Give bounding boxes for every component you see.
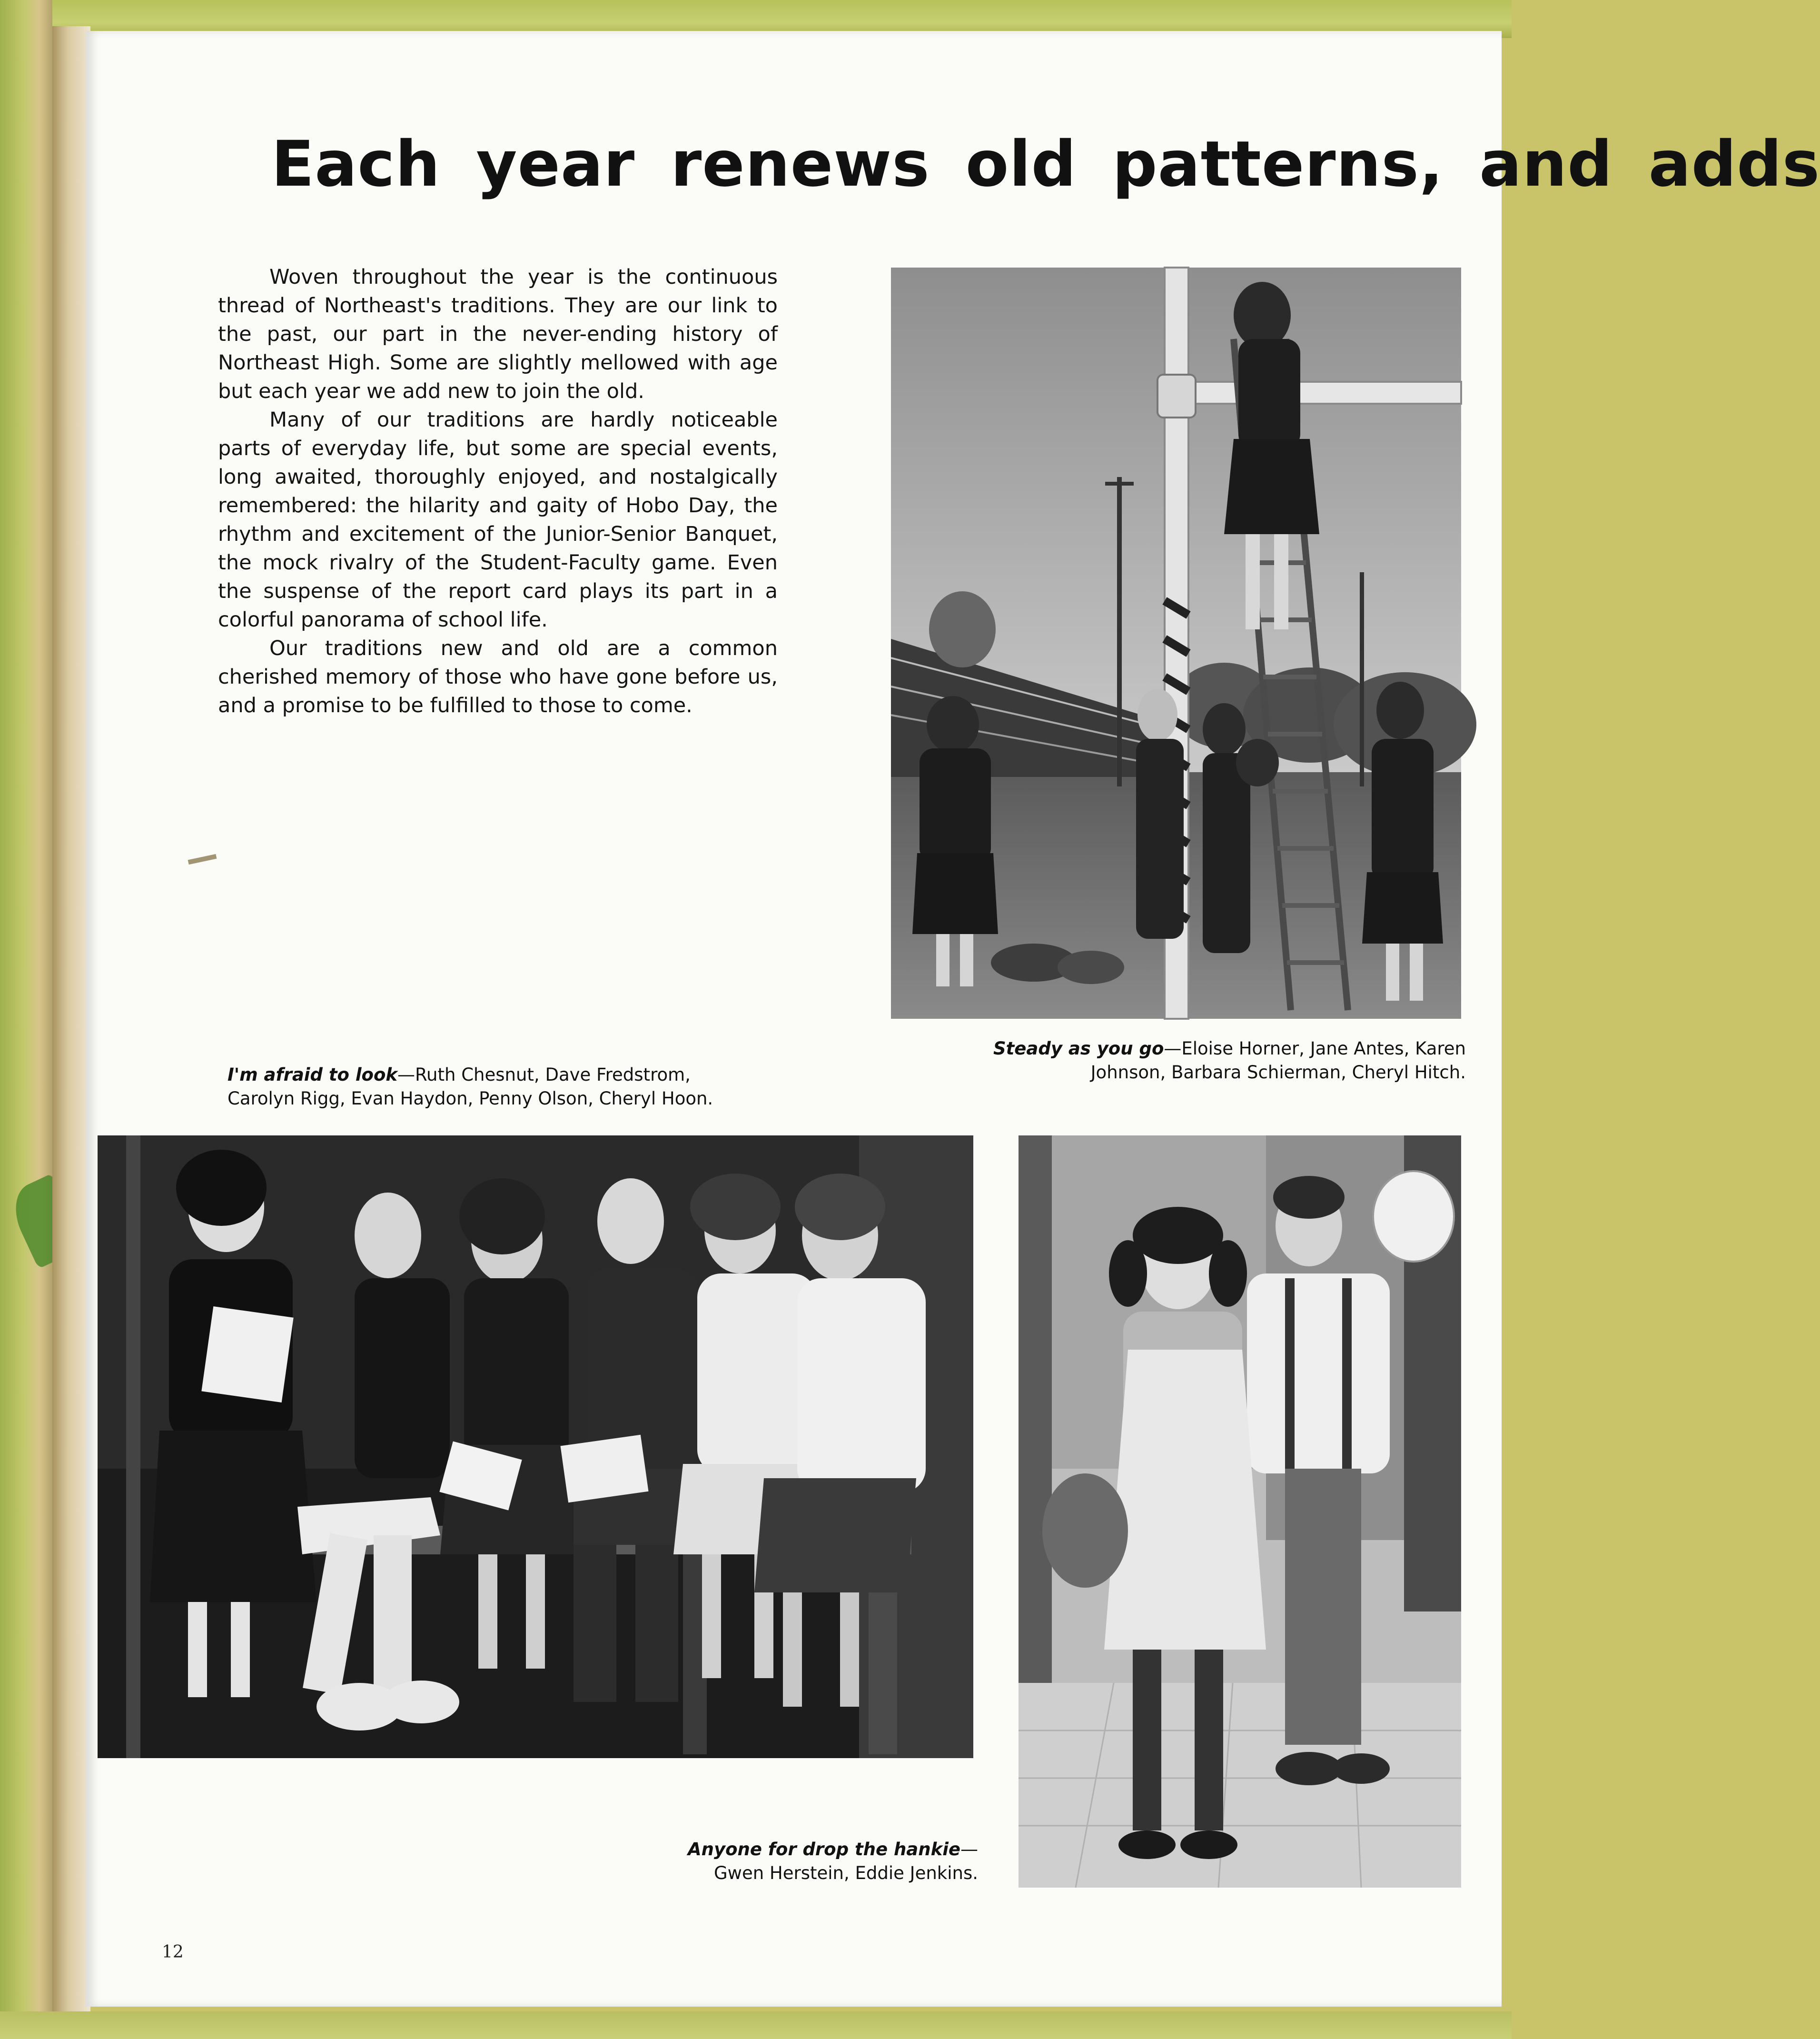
hobo-caption	[633, 1838, 978, 1885]
bench-caption	[228, 1063, 761, 1111]
cover-bottom-edge	[0, 2011, 1512, 2039]
intro-paragraph: Many of our traditions are hardly noticeable parts of everyday life, but some are special events, long awaited, thoroughly enjoyed, and nostalgically remembered: the hilarity and gaity of Hobo Day, the rhythm and excitement of the Junior-Senior Banquet, the mock rivalry of the Student-Faculty game. Even the suspense of the report card plays its part in a colorful panorama of school life.	[218, 408, 778, 632]
caption-names: — Gwen Herstein, Eddie Jenkins.	[714, 1839, 978, 1883]
intro-paragraph: Our traditions new and old are a common cherished memory of those who have gone before us, and a promise to be fulfilled to those to come.	[218, 637, 778, 717]
goalpost-caption	[971, 1037, 1466, 1084]
bench-photo	[98, 1135, 973, 1758]
page-number: 12	[162, 1942, 184, 1962]
caption-names: —Ruth Chesnut, Dave Fredstrom, Carolyn Rigg, Evan Haydon, Penny Olson, Cheryl Hoon.	[228, 1064, 713, 1109]
cover-left-edge	[0, 0, 52, 2039]
hobo-photo	[1019, 1135, 1461, 1888]
intro-text	[218, 263, 778, 720]
page-title: Each year renews old patterns, and adds	[271, 128, 1820, 201]
caption-names: —Eloise Horner, Jane Antes, Karen Johnson, Barbara Schierman, Cheryl Hitch.	[1090, 1038, 1466, 1083]
caption-lead: I'm afraid to look	[228, 1064, 397, 1085]
caption-lead: Steady as you go	[993, 1038, 1164, 1059]
goalpost-photo	[891, 268, 1461, 1019]
caption-lead: Anyone for drop the hankie	[687, 1839, 960, 1860]
page-binding-edge	[52, 26, 90, 2011]
intro-paragraph: Woven throughout the year is the continuous thread of Northeast's traditions. They are our link to the past, our part in the never-ending history of Northeast High. Some are slightly mellowed with age but each year we add new to join the old.	[218, 265, 778, 403]
